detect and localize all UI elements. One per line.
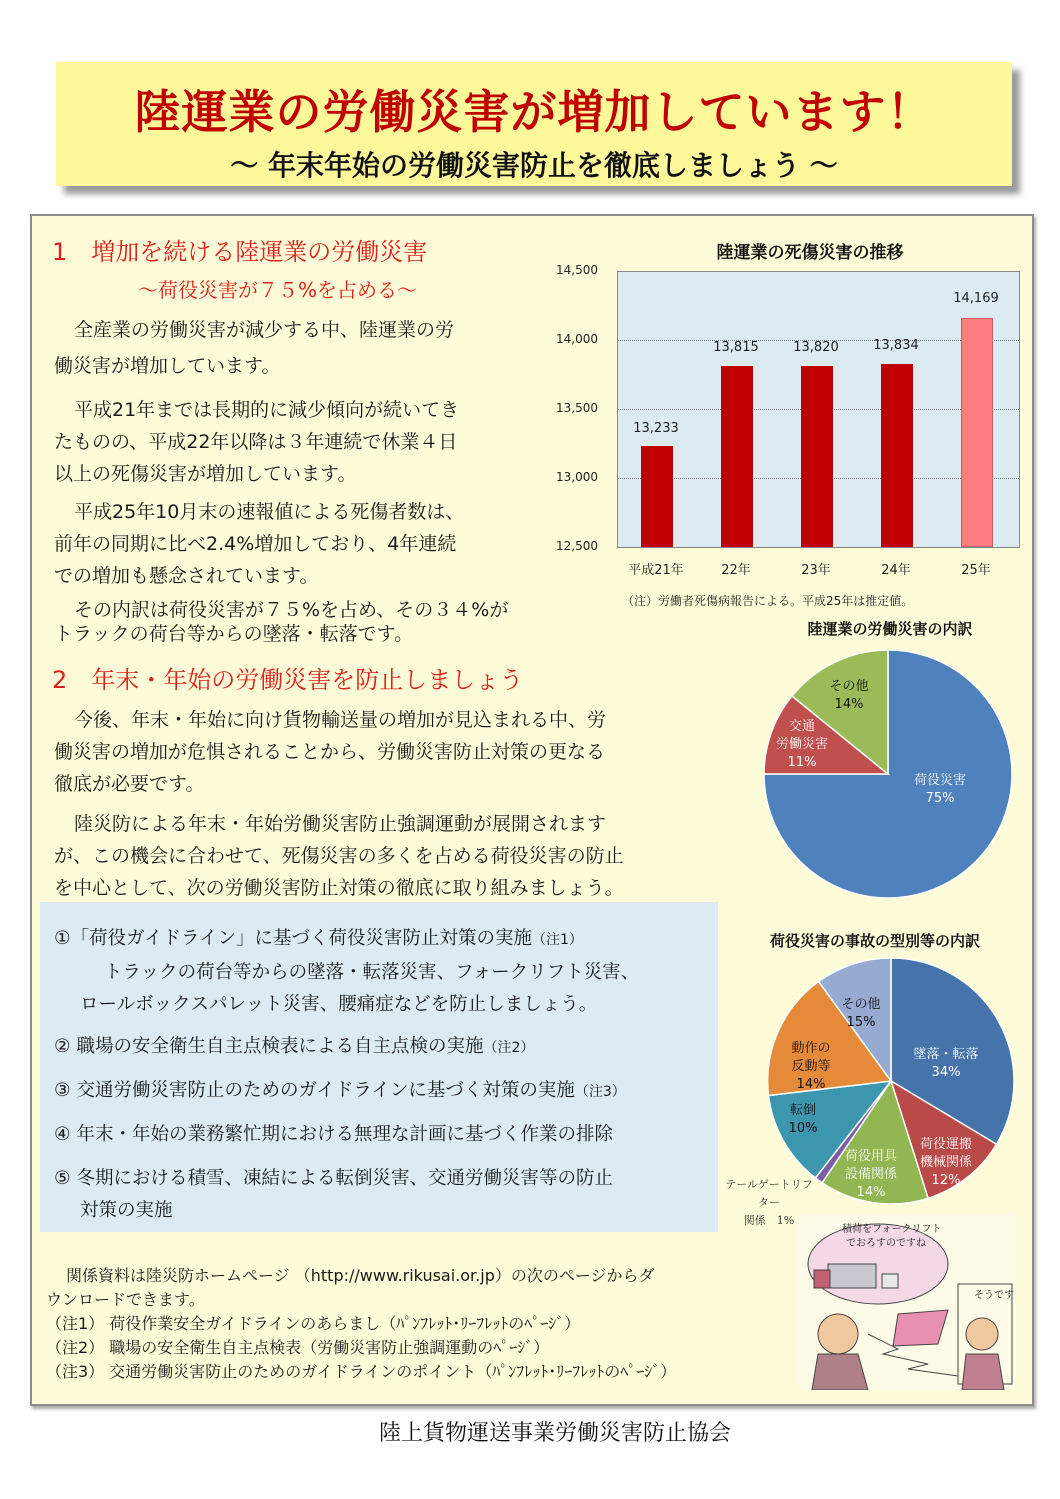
measure-item-5 bbox=[54, 1164, 613, 1190]
bar-value-label: 13,815 bbox=[713, 340, 759, 355]
section1-body bbox=[54, 312, 534, 646]
y-tick: 14,500 bbox=[556, 263, 598, 277]
y-tick: 12,500 bbox=[556, 539, 598, 553]
text-line: 全産業の労働災害が減少する中、陸運業の労 bbox=[74, 319, 455, 341]
svg-text:でおろすのですね: でおろすのですね bbox=[846, 1238, 926, 1249]
illustration-forklift-phone-call bbox=[798, 1214, 1016, 1390]
value: 34% bbox=[931, 1065, 961, 1080]
text-line: 平成21年までは長期的に減少傾向が続いてき bbox=[74, 399, 460, 421]
section1-subheading: ～荷役災害が７５%を占める～ bbox=[138, 278, 418, 302]
label: 荷役災害 bbox=[913, 773, 966, 788]
note-ref: （注2） bbox=[483, 1040, 535, 1056]
number: ⑤ bbox=[54, 1168, 71, 1189]
text-line: での増加も懸念されています。 bbox=[54, 565, 319, 587]
text-line: その内訳は荷役災害が７５%を占め、その３４%が bbox=[74, 599, 509, 621]
bar-chart-plot bbox=[617, 271, 1020, 548]
y-tick: 13,000 bbox=[556, 470, 598, 484]
subtitle: ～ 年末年始の労働災害防止を徹底しましょう ～ bbox=[230, 149, 838, 182]
bar-value-label: 14,169 bbox=[953, 291, 999, 306]
organization-name: 陸上貨物運送事業労働災害防止協会 bbox=[378, 1421, 731, 1446]
text-line: 働災害の増加が危惧されることから、労働災害防止対策の更なる bbox=[54, 741, 606, 763]
value: 10% bbox=[788, 1121, 818, 1136]
pie1-label-niyaku bbox=[900, 772, 980, 808]
measure-item-1-detail: トラックの荷台等からの墜落・転落災害、フォークリフト災害、 bbox=[104, 962, 640, 983]
note-ref: （注3） bbox=[574, 1084, 626, 1100]
text-line: 前年の同期に比べ2.4%増加しており、4年連続 bbox=[54, 533, 457, 555]
note-ref: （注1） bbox=[532, 932, 583, 948]
value: 1% bbox=[776, 1214, 795, 1227]
pie2-title: 荷役災害の事故の型別等の内訳 bbox=[769, 932, 980, 950]
x-tick: 24年 bbox=[881, 563, 911, 578]
y-tick: 13,500 bbox=[556, 401, 598, 415]
bar-chart-note: （注）労働者死傷病報告による。平成25年は推定値。 bbox=[622, 594, 914, 608]
number: ① bbox=[54, 928, 71, 949]
pie1-label-koutsu: 交通 労働災害 11% bbox=[762, 718, 842, 772]
pie2-label-other bbox=[826, 996, 896, 1032]
paragraph bbox=[54, 312, 534, 384]
number: ② bbox=[54, 1036, 71, 1057]
measure-item-5-detail: 対策の実施 bbox=[80, 1200, 173, 1221]
pie2-label-reaction: 動作の 反動等 14% bbox=[776, 1040, 846, 1094]
value: 15% bbox=[846, 1015, 876, 1030]
pie2-label-machine: 荷役運搬 機械関係 12% bbox=[906, 1136, 986, 1190]
measure-item-4 bbox=[54, 1120, 613, 1146]
value: 11% bbox=[787, 755, 817, 770]
value: 14% bbox=[834, 697, 864, 712]
bar-value-label: 13,820 bbox=[793, 340, 839, 355]
label: その他 bbox=[829, 679, 869, 694]
measure-item-3 bbox=[54, 1076, 626, 1102]
bar-value-label: 13,233 bbox=[633, 421, 679, 436]
x-tick: 平成21年 bbox=[628, 563, 684, 578]
text-line: を中心として、次の労働災害防止対策の徹底に取り組みましょう。 bbox=[54, 877, 624, 899]
bar-h25 bbox=[961, 318, 993, 547]
measures-box bbox=[40, 902, 718, 1232]
bar-h23 bbox=[801, 366, 833, 547]
paragraph bbox=[54, 496, 534, 592]
pie1-label-other bbox=[814, 678, 884, 714]
measure-item-2 bbox=[54, 1032, 534, 1058]
bar-h24 bbox=[881, 364, 913, 547]
text-line: が、この機会に合わせて、死傷災害の多くを占める荷役災害の防止 bbox=[54, 845, 624, 867]
text: 交通労働災害防止のためのガイドラインに基づく対策の実施 bbox=[76, 1080, 575, 1101]
pie2-label-fall bbox=[906, 1046, 986, 1082]
pie2-label-equipment: 荷役用具 設備関係 14% bbox=[836, 1148, 906, 1202]
text-line: 以上の死傷災害が増加しています。 bbox=[54, 463, 357, 485]
y-tick: 14,000 bbox=[556, 332, 598, 346]
reference-note-3: （注3） 交通労働災害防止のためのガイドラインのポイント（ﾊﾟﾝﾌﾚｯﾄ･ﾘｰﾌﾚｯﾄのﾍﾟｰｼﾞ） bbox=[46, 1362, 677, 1381]
text-line: 陸災防による年末・年始労働災害防止強調運動が展開されます bbox=[74, 813, 607, 835]
text-line: 徹底が必要です。 bbox=[54, 773, 205, 795]
label: その他 bbox=[841, 997, 881, 1012]
reference-note-2: （注2） 職場の安全衛生自主点検表（労働災害防止強調運動のﾍﾟｰｼﾞ） bbox=[46, 1338, 550, 1357]
label: 墜落・転落 bbox=[913, 1047, 979, 1062]
pie2-label-tailgate: テールゲートリフター 関係 1% bbox=[725, 1178, 813, 1227]
paragraph bbox=[54, 598, 534, 646]
measure-item-1 bbox=[54, 924, 583, 950]
reference-note-1: （注1） 荷役作業安全ガイドラインのあらまし（ﾊﾟﾝﾌﾚｯﾄ･ﾘｰﾌﾚｯﾄのﾍﾟｰｼﾞ） bbox=[46, 1314, 581, 1333]
text-line: 今後、年末・年始に向け貨物輸送量の増加が見込まれる中、労 bbox=[74, 709, 607, 731]
x-tick: 25年 bbox=[961, 563, 991, 578]
label: 転倒 bbox=[789, 1103, 816, 1118]
section2-heading: 2 年末・年始の労働災害を防止しましょう bbox=[52, 666, 524, 694]
references bbox=[46, 1264, 676, 1384]
value: 14% bbox=[796, 1077, 826, 1092]
bubble-text: 積荷をフォークリフト bbox=[842, 1224, 942, 1235]
paragraph bbox=[54, 394, 534, 490]
bar-h22 bbox=[721, 366, 753, 547]
number: ④ bbox=[54, 1124, 71, 1145]
references-intro: ウンロードできます。 bbox=[46, 1290, 205, 1309]
text-line: たものの、平成22年以降は３年連続で休業４日 bbox=[54, 431, 458, 453]
value: 75% bbox=[925, 791, 955, 806]
value: 14% bbox=[856, 1185, 886, 1200]
x-tick: 22年 bbox=[721, 563, 751, 578]
text-line: 働災害が増加しています。 bbox=[54, 355, 281, 377]
text: 年末・年始の業務繁忙期における無理な計画に基づく作業の排除 bbox=[76, 1124, 613, 1145]
main-title: 陸運業の労働災害が増加しています！ bbox=[134, 85, 934, 139]
svg-text:そうです: そうです bbox=[974, 1290, 1014, 1301]
text-line: 平成25年10月末の速報値による死傷者数は、 bbox=[74, 501, 465, 523]
value: 12% bbox=[931, 1173, 961, 1188]
text: 冬期における積雪、凍結による転倒災害、交通労働災害等の防止 bbox=[76, 1168, 613, 1189]
text: 職場の安全衛生自主点検表による自主点検の実施 bbox=[76, 1036, 484, 1057]
bar-chart-title: 陸運業の死傷災害の推移 bbox=[716, 243, 904, 263]
bar-h21 bbox=[641, 446, 673, 547]
bar-value-label: 13,834 bbox=[873, 338, 919, 353]
pie1-title: 陸運業の労働災害の内訳 bbox=[807, 620, 973, 638]
section1-heading: 1 増加を続ける陸運業の労働災害 bbox=[52, 238, 428, 266]
pie2-label-tumble bbox=[773, 1102, 833, 1138]
text: 「荷役ガイドライン」に基づく荷役災害防止対策の実施 bbox=[70, 928, 532, 949]
references-intro: 関係資料は陸災防ホームページ （http://www.rikusai.or.jp）の次のページからダ bbox=[66, 1266, 655, 1285]
text-line: トラックの荷台等からの墜落・転落です。 bbox=[54, 623, 414, 645]
section2-body bbox=[54, 704, 714, 904]
x-tick: 23年 bbox=[801, 563, 831, 578]
measure-item-1-detail: ロールボックスパレット災害、腰痛症などを防止しましょう。 bbox=[80, 994, 598, 1015]
title-banner bbox=[56, 62, 1012, 186]
number: ③ bbox=[54, 1080, 71, 1101]
